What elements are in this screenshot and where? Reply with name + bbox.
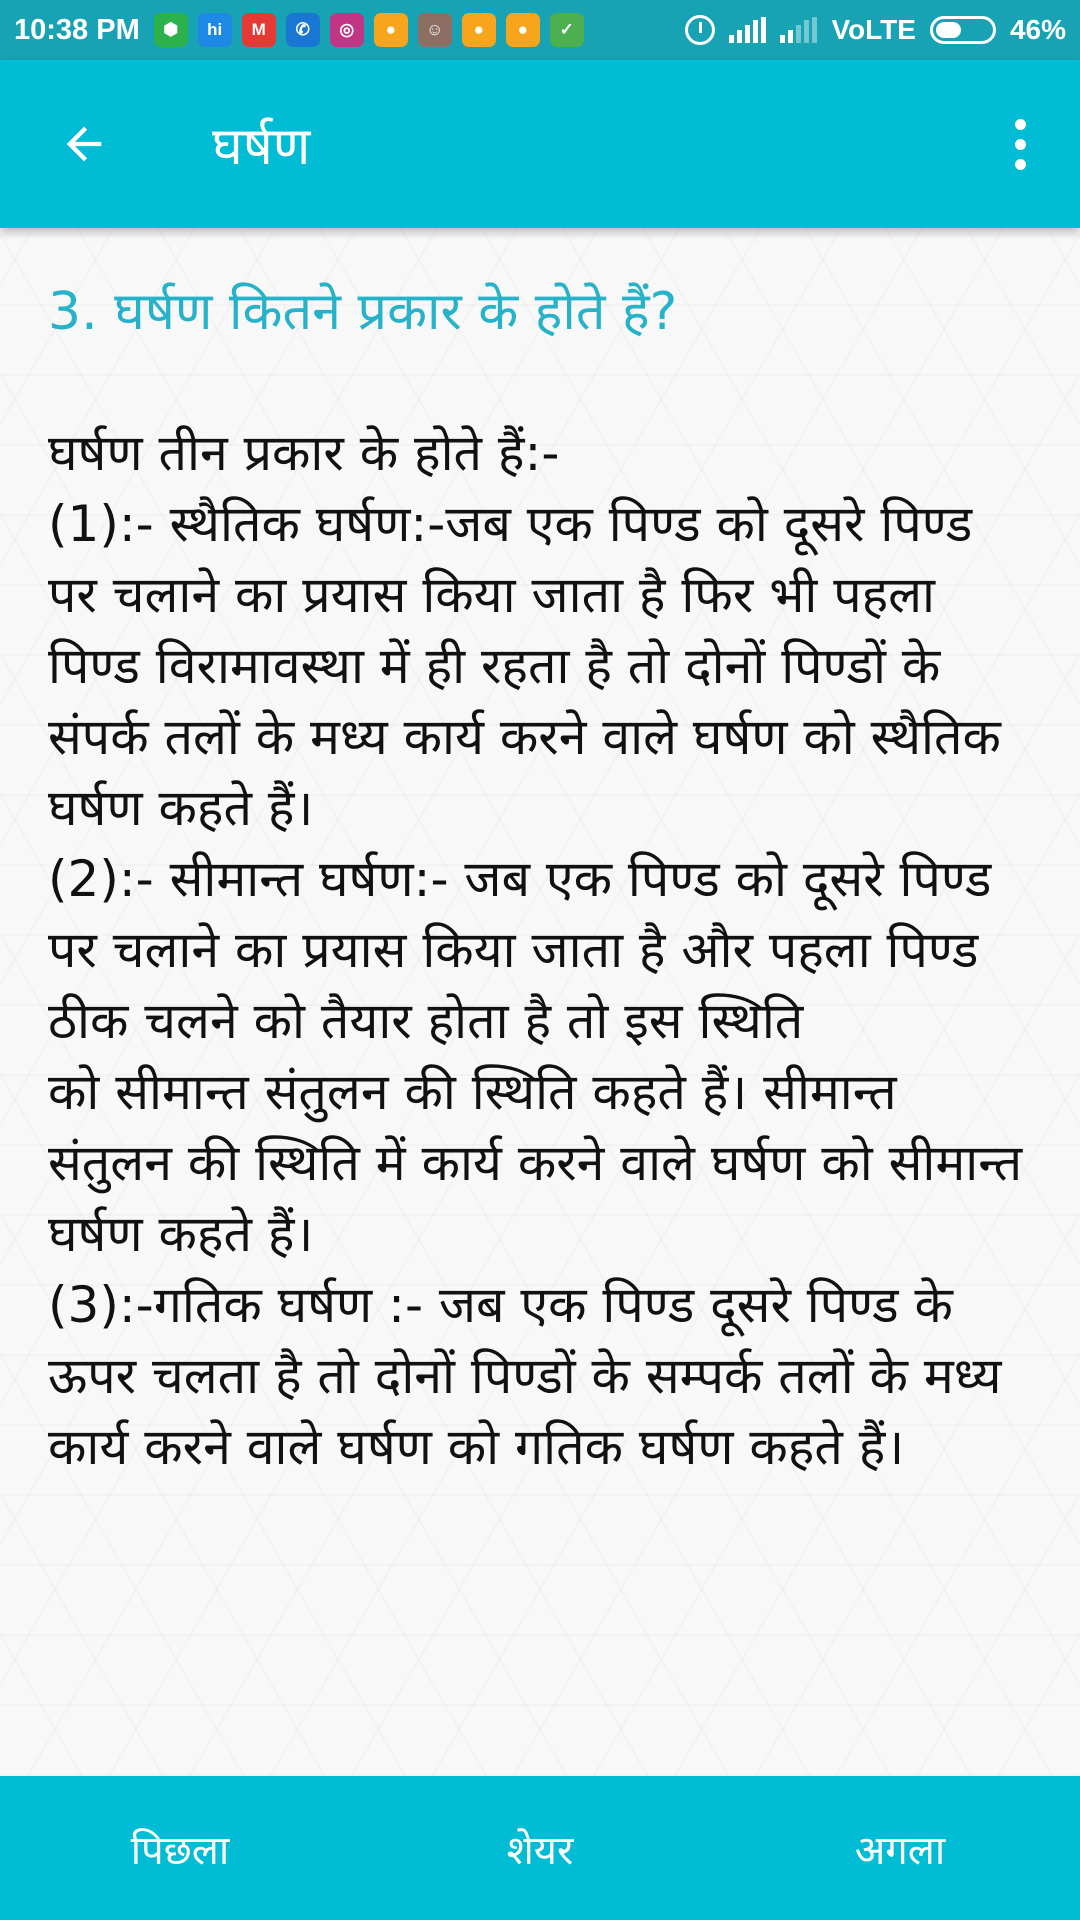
- more-vert-icon-dot: [1015, 139, 1026, 150]
- battery-percent: 46%: [1009, 14, 1066, 45]
- bottom-navigation: [0, 1776, 1080, 1920]
- chat-app-icon: ●: [506, 13, 540, 47]
- back-button[interactable]: [34, 94, 134, 194]
- messenger-icon: ✓: [550, 13, 584, 47]
- answer-text: घर्षण तीन प्रकार के होते हैं:- (1):- स्थैतिक घर्षण:-जब एक पिण्ड को दूसरे पिण्ड पर चलाने का प्रयास किया जाता है फिर भी पहला पिण्ड विरामावस्था में ही रहता है तो दोनों पिण्डों के संपर्क तलों के मध्य कार्य करने वाले घर्षण को स्थैतिक घर्षण कहते हैं। (2):- सीमान्त घर्षण:- जब एक पिण्ड को दूसरे पिण्ड पर चलाने का प्रयास किया जाता है और पहला पिण्ड ठीक चलने को तैयार होता है तो इस स्थिति को सीमान्त संतुलन की स्थिति कहते हैं। सीमान्त संतुलन की स्थिति में कार्य करने वाले घर्षण को सीमान्त घर्षण कहते हैं। (3):-गतिक घर्षण :- जब एक पिण्ड दूसरे पिण्ड के ऊपर चलता है तो दोनों पिण्डों के सम्पर्क तलों के मध्य कार्य करने वाले घर्षण को गतिक घर्षण कहते हैं।: [48, 424, 1023, 1476]
- notification-icons: [154, 13, 584, 47]
- battery-icon: [930, 16, 996, 44]
- signal-icon: [729, 17, 766, 43]
- status-indicators: [685, 14, 1066, 46]
- chat-app-icon: ●: [462, 13, 496, 47]
- share-button[interactable]: शेयर: [506, 1827, 574, 1874]
- previous-button[interactable]: पिछला: [130, 1827, 230, 1874]
- more-options-button[interactable]: [990, 94, 1050, 194]
- signal-icon: [780, 17, 817, 43]
- instagram-icon: ◎: [330, 13, 364, 47]
- content-area[interactable]: [0, 228, 1080, 1776]
- phone-icon: ✆: [286, 13, 320, 47]
- app-bar: [0, 60, 1080, 228]
- network-label: VoLTE: [831, 14, 916, 45]
- next-button[interactable]: अगला: [854, 1827, 946, 1874]
- gmail-icon: M: [242, 13, 276, 47]
- arrow-left-icon: [58, 118, 110, 170]
- question-heading: 3. घर्षण कितने प्रकार के होते हैं?: [48, 282, 678, 342]
- shield-app-icon: ⬢: [154, 13, 188, 47]
- battery-level: [936, 22, 961, 38]
- app-title: घर्षण: [212, 116, 311, 177]
- chat-app-icon: ●: [374, 13, 408, 47]
- hike-icon: hi: [198, 13, 232, 47]
- status-bar: [0, 0, 1080, 60]
- contact-avatar-icon: ☺: [418, 13, 452, 47]
- more-vert-icon: [1015, 119, 1026, 130]
- more-vert-icon-dot: [1015, 159, 1026, 170]
- alarm-icon: [685, 15, 715, 45]
- status-time: 10:38 PM: [14, 13, 140, 46]
